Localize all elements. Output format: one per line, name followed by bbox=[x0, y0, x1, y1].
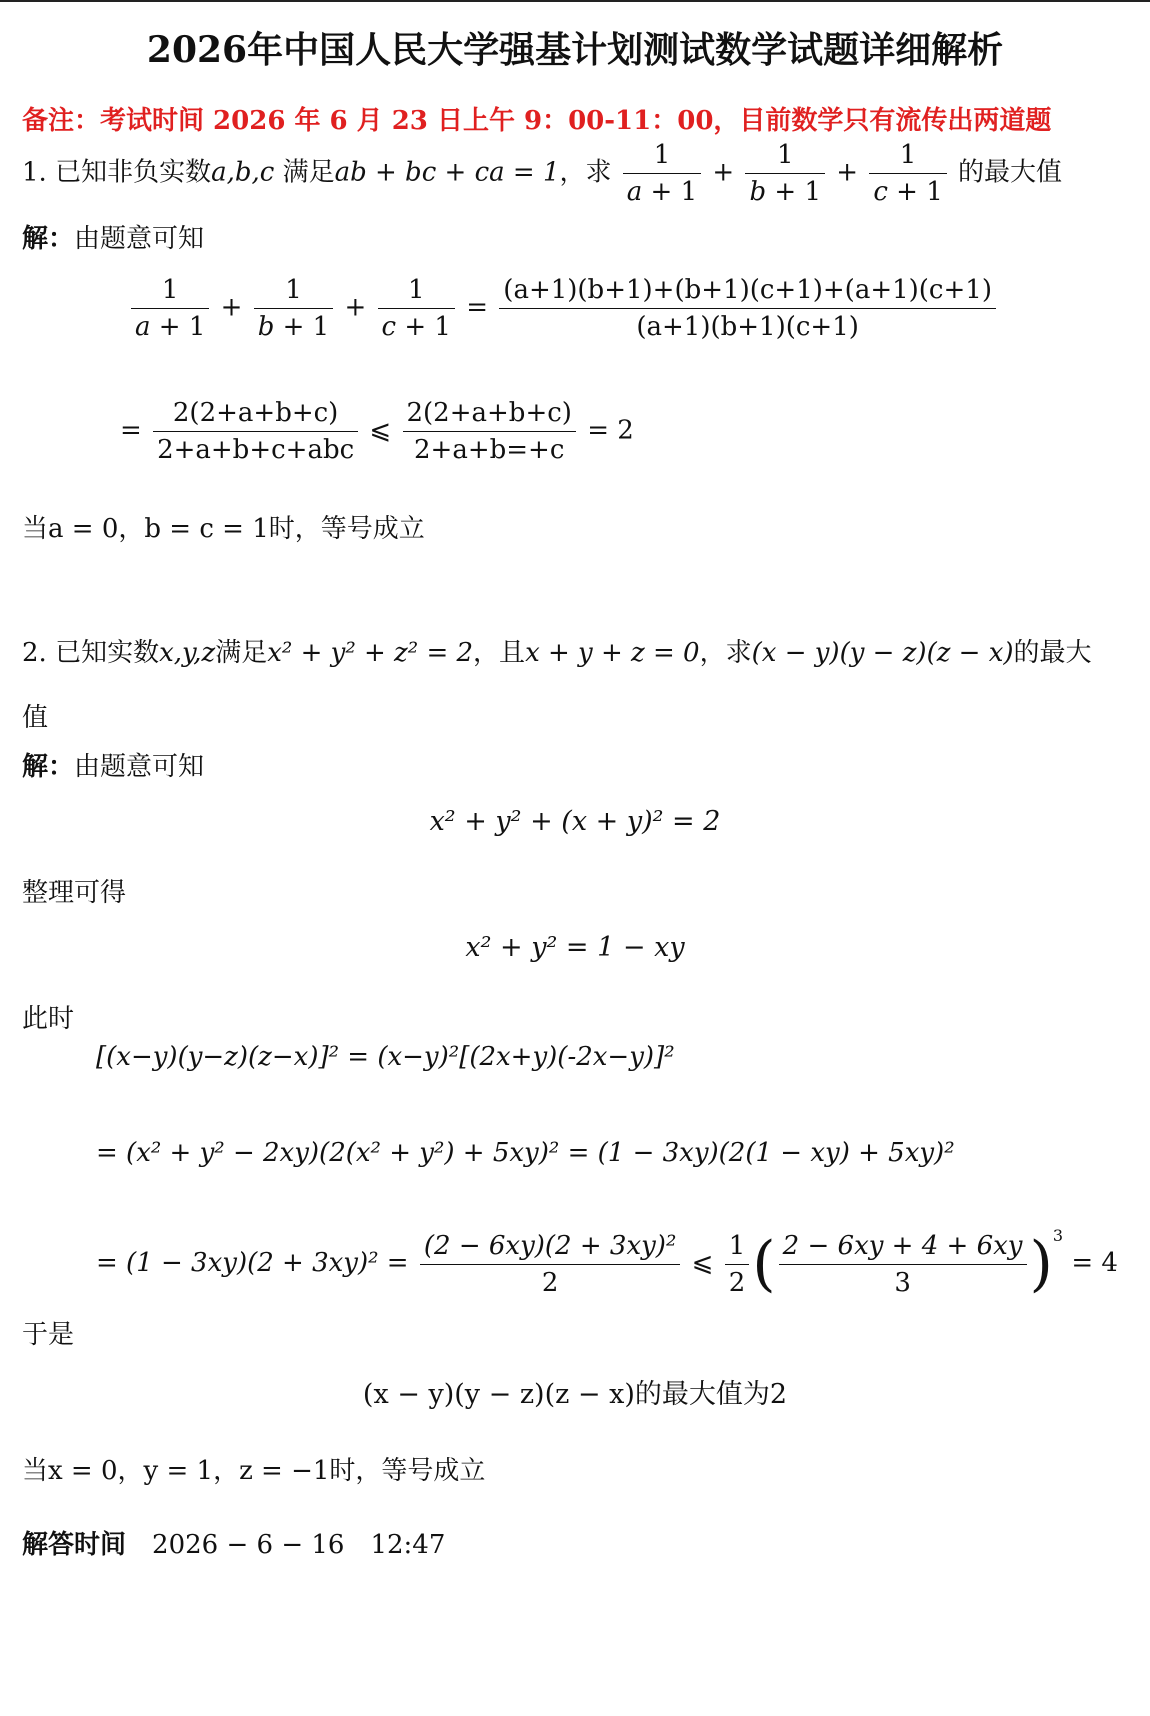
q2-thus-text: 于是 bbox=[22, 1320, 75, 1350]
q1-step-2: = $\frac{2(2+a+b+c)}{\text{2+a+b+c+abc}}$ ⩽ $\frac{2(2+a+b+c)}{2+a+b=+c}$ = 2 bbox=[120, 398, 634, 465]
q2-eq-2: x² + y² = 1 − xy bbox=[465, 932, 685, 963]
q2-solution-intro: 解：由题意可知 bbox=[22, 752, 205, 782]
q2-simplify-text: 整理可得 bbox=[22, 878, 127, 908]
q2-eq-5: = (1 − 3xy)(2 + 3xy)² = $\frac{\text{(2 − 6xy)(2 + 3xy)²}}{2}$ ⩽ $\frac{1}{2}$ ( $\frac{2 - 6xy + 4 + 6xy}{3}$ )$^3$ = 4 bbox=[96, 1226, 1118, 1299]
q1-frac-b: $\frac{1}{b + 1}$ bbox=[745, 140, 825, 207]
q1-solution-intro: 解：由题意可知 bbox=[22, 224, 205, 254]
question-2-wrap: 值 bbox=[22, 703, 49, 733]
exam-note: 备注：考试时间 2026 年 6 月 23 日上午 9：00-11：00，目前数学只有流传出两道题 bbox=[22, 106, 1052, 136]
q1-equality: 当a = 0，b = c = 1时，等号成立 bbox=[22, 514, 425, 544]
question-1: 1. 已知非负实数a,b,c 满足ab + bc + ca = 1，求 $\frac{1}{a + 1}$ + $\frac{1}{b + 1}$ + $\frac{1}{c + 1}$ 的最大值 bbox=[22, 140, 1063, 207]
document-title: 2026年中国人民大学强基计划测试数学试题详细解析 bbox=[146, 29, 1004, 71]
q2-now-text: 此时 bbox=[22, 1004, 75, 1034]
q2-eq-3: [(x−y)(y−z)(z−x)]² = (x−y)²[(2x+y)(-2x−y)]² bbox=[96, 1042, 675, 1072]
q1-frac-c: $\frac{1}{c + 1}$ bbox=[869, 140, 946, 207]
q1-step-1: $\frac{1}{a + 1}$ + $\frac{1}{b + 1}$ + $\frac{1}{c + 1}$ = $\frac{(a+1)(b+1)+(b+1)(c+1)+(a+1)(c+1)}{(a+1)(b+1)(c+1)}$ bbox=[128, 275, 999, 342]
question-2: 2. 已知实数x,y,z满足x² + y² + z² = 2，且x + y + z = 0，求(x − y)(y − z)(z − x)的最大 bbox=[22, 638, 1092, 668]
q2-eq-4: = (x² + y² − 2xy)(2(x² + y²) + 5xy)² = (1 − 3xy)(2(1 − xy) + 5xy)² bbox=[96, 1138, 955, 1168]
q2-equality: 当x = 0，y = 1，z = −1时，等号成立 bbox=[22, 1456, 486, 1486]
q2-result: (x − y)(y − z)(z − x)的最大值为2 bbox=[362, 1379, 788, 1410]
answer-time: 解答时间 2026 − 6 − 16 12:47 bbox=[22, 1530, 446, 1560]
q1-frac-a: $\frac{1}{a + 1}$ bbox=[623, 140, 701, 207]
top-rule bbox=[0, 0, 1150, 2]
q2-eq-1: x² + y² + (x + y)² = 2 bbox=[429, 806, 721, 837]
